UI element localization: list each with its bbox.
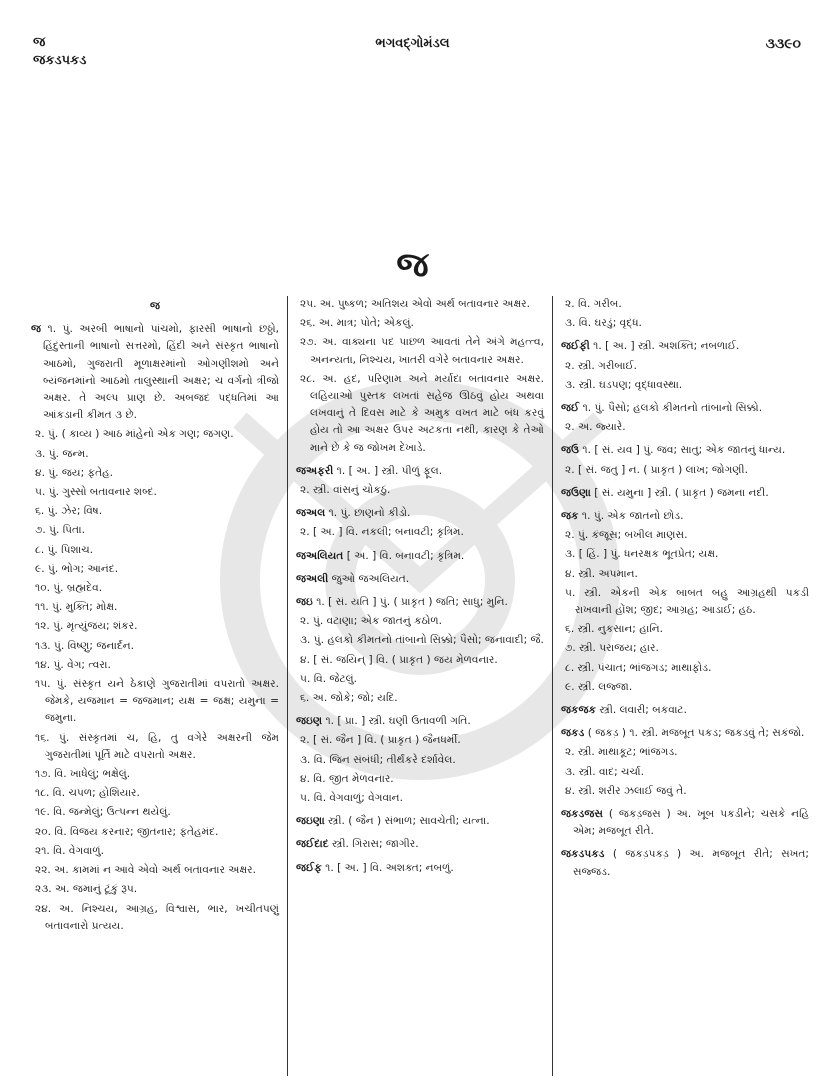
dictionary-entry (296, 713, 544, 730)
entry-definition: ૨૩. અ. જમાનું ટૂંકું રૂપ. (35, 883, 138, 896)
entry-headword: જઈફી (561, 340, 590, 353)
entry-sense (561, 377, 809, 394)
entry-definition: [ અ. ] વિ. બનાવટી; કૃત્રિમ. (346, 549, 465, 562)
entry-headword: જઇ (296, 596, 313, 609)
dictionary-entry (561, 702, 809, 719)
entry-sense (31, 657, 279, 674)
entry-sense (31, 426, 279, 443)
dictionary-entry (561, 442, 809, 459)
entry-definition: ૧૨. પું. મૃત્યુંજય; શંકર. (35, 620, 138, 633)
entry-headword: જકજક (561, 704, 597, 717)
entry-definition: ૩. સ્ત્રી. ઘડપણ; વૃદ્ધાવસ્થા. (565, 378, 683, 391)
entry-sense (31, 843, 279, 860)
entry-definition: ૫. વિ. વેગવાળું; વેગવાન. (300, 792, 403, 805)
entry-sense (296, 671, 544, 688)
entry-sense (31, 901, 279, 935)
entry-headword: જઅલ (296, 507, 326, 520)
entry-sense (561, 640, 809, 657)
entry-definition: ૨. સ્ત્રી. ગરીબાઈ. (565, 359, 638, 372)
entry-sense (31, 561, 279, 578)
dictionary-entry (561, 846, 809, 880)
entry-sense (31, 599, 279, 616)
entry-definition: ૩. પું. હલકો કીમતનો તાંબાનો સિક્કો; પૈસો; જનાવાદી; જૈ. (300, 634, 544, 647)
entry-definition: ૧. પું. પૈસો; હલકો કીમતનો તાંબાનો સિક્કો. (582, 402, 763, 415)
entry-definition: ૨૮. અ. હદ, પરિણામ અને મર્યાદા બતાવનાર અક્ષર. લહિયાઓ પુસ્તક લખતાં સહેજ ઊઠવું હોય અથવા લખવાનું તે દિવસ માટે કે અમુક વખત માટે બંધ કરવું હોય તો આ અક્ષર ઉપર અટકતા નથી, કારણ કે તેઓ માને છે કે જ જોખમ દેખાડે. (300, 372, 544, 454)
dictionary-entry (296, 463, 544, 480)
entry-headword: જકડપકડ (561, 848, 605, 861)
entry-definition: ૩. પું. જન્મ. (35, 447, 89, 460)
entry-headword: જક (561, 510, 579, 523)
entry-definition: ૧. [ અ. ] સ્ત્રી. અશક્તિ; નબળાઈ. (593, 340, 740, 353)
entry-sense (296, 732, 544, 749)
entry-definition: ૫. વિ. જેટલું. (300, 672, 357, 685)
entry-sense (561, 679, 809, 696)
entry-headword: જઇણ (296, 715, 323, 728)
entry-sense (561, 566, 809, 583)
entry-sense (31, 766, 279, 783)
entry-definition: ૬. સ્ત્રી. નુકસાન; હાનિ. (565, 623, 664, 636)
entry-definition: ૭. સ્ત્રી. પરાજય; હાર. (565, 642, 659, 655)
dictionary-columns (25, 296, 815, 1076)
entry-sense (561, 315, 809, 332)
entry-headword: જઇણા (296, 815, 325, 828)
entry-sense (31, 638, 279, 655)
entry-headword: જકડજસ (561, 808, 603, 821)
entry-sense (561, 585, 809, 619)
entry-headword: જઅલિયત (296, 549, 344, 562)
entry-definition: ૩. વિ. જિન સંબંધી; તીર્થંકરે દર્શાવેલ. (300, 753, 456, 766)
dictionary-entry (561, 400, 809, 417)
entry-sense (31, 465, 279, 482)
column-1 (25, 296, 287, 1076)
entry-definition: ૧૪. પું. વેગ; ત્વરા. (35, 658, 111, 671)
entry-definition: ૪. સ્ત્રી. શરીર ઝલાઈ જવું તે. (565, 784, 687, 797)
dictionary-entry (31, 321, 279, 424)
entry-definition: ૨. [ અ. ] વિ. નકલી; બનાવટી; કૃત્રિમ. (300, 526, 464, 539)
entry-sense (561, 621, 809, 638)
entry-sense (296, 632, 544, 649)
page-number: ૩૩૯૦ (765, 36, 801, 52)
dictionary-entry (296, 505, 544, 522)
entry-definition: ૫. સ્ત્રી. એકની એક બાબત બહુ આગ્રહથી પકડી રાખવાની હોંશ; જીદ; આગ્રહ; આડાઈ; હઠ. (565, 586, 809, 617)
entry-definition: ૨. [ સં. જૈન ] વિ. ( પ્રાકૃત ) જૈનધર્મી. (300, 734, 461, 747)
entry-sense (296, 524, 544, 541)
header-last-word: જકડપકડ (33, 53, 87, 68)
entry-headword: જઉ (561, 444, 580, 457)
entry-headword: જઈ (561, 402, 580, 415)
entry-sense (31, 862, 279, 879)
entry-definition: ૧૬. પું. સંસ્કૃતમાં ચ, હિ, તુ વગેરે અક્ષરની જેમ ગુજરાતીમાં પૂર્તિ માટે વપરાતો અક્ષર. (35, 731, 279, 761)
entry-definition: ૮. પું. પિશાચ. (35, 543, 94, 556)
dictionary-entry (296, 571, 544, 588)
entry-definition: ૨. અ. જ્યારે. (565, 421, 626, 434)
entry-sense (561, 358, 809, 375)
entry-definition: ૨૫. અ. પુષ્કળ; અતિશય એવો અર્થ બતાવનાર અક્ષર. (300, 298, 531, 310)
entry-definition: ૨૨. અ. કામમાં ન આવે એવો અર્થ બતાવનાર અક્ષર. (35, 864, 257, 877)
dictionary-entry (296, 548, 544, 565)
dictionary-entry (561, 725, 809, 742)
entry-definition: ૪. પું. જય; ફતેહ. (35, 466, 114, 479)
entry-definition: ૬. અ. જોકે; જો; યદિ. (300, 692, 398, 705)
entry-sense (31, 542, 279, 559)
entry-definition: ૧. [ સં. યવ ] પું. જવ; સાતુ; એક જાતનું ધાન્ય. (582, 444, 786, 457)
header-book-title: ભગવદ્ગોમંડલ (375, 36, 450, 51)
entry-definition: ૧૧. પું. મુક્તિ; મોક્ષ. (35, 601, 118, 614)
entry-definition: સ્ત્રી. લવારી; બકવાટ. (599, 704, 687, 717)
entry-sense (296, 690, 544, 707)
entry-definition: ૧૫. પું. સંસ્કૃત યને ઠેકાણે ગુજરાતીમાં વપરાતો અક્ષર. જેમકે, યજમાન = જજમાન; યક્ષ = જક્ષ; યમુના = જમુના. (35, 678, 279, 725)
entry-definition: ૧૮. વિ. ચપળ; હોશિયાર. (35, 787, 140, 800)
entry-definition: ૧. પું. છાણનો કીડો. (328, 507, 411, 520)
entry-definition: ૧૭. વિ. ખાધેલું; ભક્ષેલું. (35, 768, 131, 781)
dictionary-entry (561, 338, 809, 355)
dictionary-entry (296, 594, 544, 611)
entry-sense (296, 613, 544, 630)
entry-definition: ૧. [ પ્રા. ] સ્ત્રી. ઘણી ઉતાવળી ગતિ. (325, 715, 471, 728)
entry-sense (561, 783, 809, 800)
entry-sense (31, 676, 279, 728)
dictionary-entry (296, 813, 544, 830)
entry-sense (561, 462, 809, 479)
entry-definition: ૬. પું. ઝેર; વિષ. (35, 505, 103, 518)
entry-definition: ૩. સ્ત્રી. વાદ; ચર્ચા. (565, 765, 644, 778)
entry-definition: ૭. પું. પિતા. (35, 524, 85, 537)
entry-definition: ૮. સ્ત્રી. પંચાત; ભાંજગડ; માથાફોડ. (565, 661, 712, 674)
entry-sense (561, 764, 809, 781)
entry-sense (296, 771, 544, 788)
entry-definition: ૨. સ્ત્રી. વાંસનું ચોકઠું. (300, 484, 391, 497)
entry-sense (31, 580, 279, 597)
entry-sense (296, 315, 544, 332)
entry-definition: ( જકડ઼પકડ઼ ) અ. મજબૂત રીતે; સખત; સજ્જડ. (573, 848, 809, 878)
entry-definition: ૯. સ્ત્રી. લજ્જા. (565, 680, 633, 693)
entry-definition: ( જકડ઼ ) ૧. સ્ત્રી. મજબૂત પકડ; જકડવું તે; સકંજો. (587, 727, 805, 740)
entry-sense (561, 296, 809, 313)
entry-headword: જઅફરી (296, 464, 334, 477)
entry-definition: ૨. પું. કંજૂસ; બખીલ માણસ. (565, 529, 688, 542)
entry-definition: ૧૦. પું. બ્રહ્મદેવ. (35, 582, 103, 595)
entry-definition: ૧૩. પું. વિષ્ણુ; જનાર્દન. (35, 639, 135, 652)
entry-sense (296, 371, 544, 457)
header-first-word: જ (33, 35, 46, 50)
entry-definition: ૪. [ સં. જયિન્ ] વિ. ( પ્રાકૃત ) જય મેળવનાર. (300, 653, 498, 666)
entry-definition: ૨૬. અ. માત્ર; પોતે; એકલું. (300, 317, 414, 330)
entry-sense (31, 730, 279, 764)
entry-sense (31, 824, 279, 841)
entry-sense (31, 522, 279, 539)
entry-definition: ( જકડ઼જસ ) અ. ખૂબ પકડીને; ચસકે નહિ એમ; મજબૂત રીતે. (573, 808, 809, 838)
entry-headword: જઅલી (296, 572, 329, 585)
entry-definition: ૩. વિ. ઘરડું; વૃદ્ધ. (565, 317, 642, 330)
entry-definition: ૧. [ અ. ] વિ. અશક્ત; નબળું. (325, 861, 454, 874)
entry-definition: ૯. પું. ભોગ; આનંદ. (35, 562, 119, 575)
entry-definition: ૨. [ સં. જતુ ] ન. ( પ્રાકૃત ) લાખ; જોગણી. (565, 463, 748, 476)
entry-definition: ૨. સ્ત્રી. માથાકૂટ; ભાંજગડ. (565, 746, 678, 759)
dictionary-entry (561, 508, 809, 525)
entry-sense (31, 503, 279, 520)
entry-headword: જઉણા (561, 486, 591, 499)
entry-headword: જઈદાદ (296, 838, 329, 851)
column-2 (287, 296, 553, 1076)
entry-sense (31, 785, 279, 802)
entry-definition: ૨૧. વિ. વેગવાળું. (35, 844, 105, 857)
entry-sense (31, 484, 279, 501)
entry-definition: ૪. વિ. જીત મેળવનાર. (300, 772, 394, 785)
entry-sense (561, 744, 809, 761)
entry-sense (561, 527, 809, 544)
entry-definition: જુઓ જઅલિયત. (331, 572, 410, 585)
entry-definition: ૧. [ સં. યતિ ] પું. ( પ્રાકૃત ) જતિ; સાધુ; મુનિ. (316, 596, 508, 609)
entry-headword: જકડ (561, 727, 585, 740)
entry-headword: જ (31, 323, 42, 336)
entry-headword: જઈફ (296, 861, 322, 874)
entry-definition: ૪. સ્ત્રી. અપમાન. (565, 567, 638, 580)
entry-sense (296, 790, 544, 807)
entry-definition: ૨૪. અ. નિશ્ચય, આગ્રહ, વિશ્વાસ, ભાર, ખચીતપણું બતાવનારો પ્રત્યય. (35, 902, 279, 932)
entry-sense (296, 296, 544, 313)
entry-sense (296, 482, 544, 499)
entry-definition: ૫. પું. ગુસ્સો બતાવનાર શબ્દ. (35, 486, 157, 499)
entry-sense (561, 660, 809, 677)
entry-sense (561, 419, 809, 436)
entry-definition: ૨. વિ. ગરીબ. (565, 298, 622, 310)
entry-sense (296, 652, 544, 669)
entry-definition: ૩. [ હિં. ] પું. ધનરક્ષક ભૂતપ્રેત; યક્ષ. (565, 548, 719, 561)
entry-definition: ૨૭. અ. વાક્યના પદ પાછળ આવતાં તેને અંગે મહત્ત્વ, અનન્યતા, નિશ્ચય, ખાતરી વગેરે બતાવનાર અક્ષર. (300, 336, 544, 366)
entry-sense (296, 334, 544, 368)
entry-definition: [ સં. યમુના ] સ્ત્રી. ( પ્રાકૃત ) જમના નદી. (594, 486, 769, 499)
entry-definition: ૧૯. વિ. જન્મેલું; ઉત્પન્ન થયેલું. (35, 806, 171, 819)
page-header (0, 0, 825, 90)
entry-definition: ૨. પું. ( કાવ્ય ) આઠ માંહેનો એક ગણ; જગણ. (35, 428, 234, 441)
entry-definition: ૨૦. વિ. વિજય કરનાર; જીતનાર; ફતેહમંદ. (35, 825, 219, 838)
column-3 (553, 296, 815, 1076)
dictionary-entry (296, 836, 544, 853)
entry-sense (31, 618, 279, 635)
entry-sense (31, 881, 279, 898)
entry-sense (561, 546, 809, 563)
dictionary-entry (561, 485, 809, 502)
entry-definition: ૧. પું. એક જાતનો છોડ. (581, 510, 684, 523)
section-letter-heading: જ (396, 245, 429, 285)
entry-definition: સ્ત્રી. ગિરાસ; જાગીર. (332, 838, 419, 851)
column-heading: જ (149, 300, 161, 312)
dictionary-entry (296, 860, 544, 877)
entry-definition: ૧. પું. અરબી ભાષાનો પાંચમો, ફારસી ભાષાનો છઠ્ઠો, હિંદુસ્તાની ભાષાનો સત્તરમો, હિંદી અને સંસ્કૃત ભાષાનો આઠમો, ગુજરાતી મૂળાક્ષરમાંનો ઓગણીશમો અને બ્યંજનમાંનો આઠમો તાલુસ્થાની અક્ષર; ચ વર્ગનો ત્રીજો અક્ષર. તે અલ્પ પ્રાણ છે. અબજદ પદ્ધતિમાં આ આંકડાની કીમત ૩ છે. (43, 323, 279, 422)
entry-definition: સ્ત્રી. ( જૈન ) સંભાળ; સાવચેતી; યત્ના. (328, 815, 490, 828)
entry-definition: ૧. [ અ. ] સ્ત્રી. પીળું ફૂલ. (336, 464, 443, 477)
entry-sense (296, 752, 544, 769)
entry-sense (31, 804, 279, 821)
entry-definition: ૨. પું. વટાણા; એક જાતનું કઠોળ. (300, 615, 443, 628)
entry-sense (31, 446, 279, 463)
dictionary-entry (561, 806, 809, 840)
